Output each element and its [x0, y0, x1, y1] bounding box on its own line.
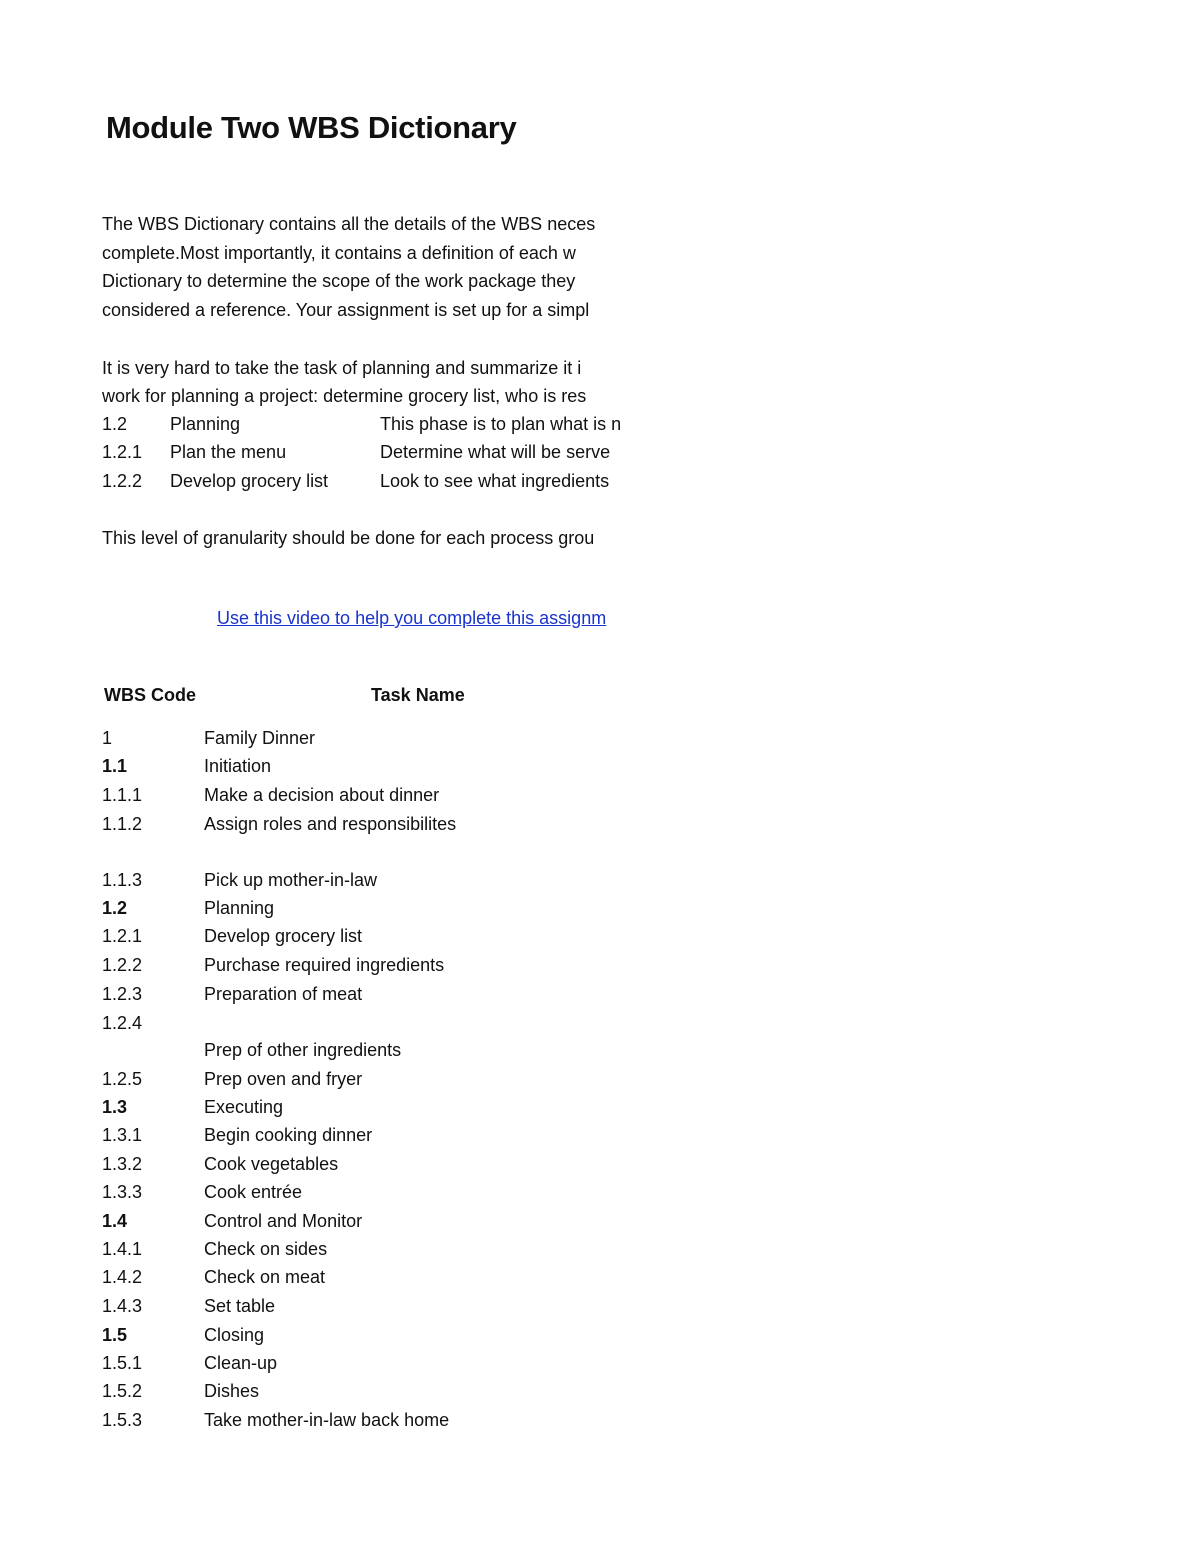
intro-line: Dictionary to determine the scope of the work package they: [102, 271, 576, 291]
task-name-cell: Set table: [204, 1296, 276, 1316]
task-name-cell: Initiation: [204, 756, 272, 776]
example-row: [102, 470, 640, 492]
wbs-code-cell: 1.4: [102, 1211, 128, 1231]
instructions-cell: [102, 210, 640, 640]
task-name-cell: Pick up mother-in-law: [204, 870, 378, 890]
wbs-code-cell: 1.5.2: [102, 1381, 143, 1401]
wbs-code-cell: 1.4.3: [102, 1296, 143, 1316]
wbs-code-cell: 1.1.2: [102, 814, 143, 834]
wbs-code-cell: 1.1.1: [102, 785, 143, 805]
task-name-cell: Cook vegetables: [204, 1154, 339, 1174]
wbs-code-cell: 1.4.2: [102, 1267, 143, 1287]
wbs-code-cell: 1.5.1: [102, 1353, 143, 1373]
task-name-cell: Closing: [204, 1325, 265, 1345]
intro-line: The WBS Dictionary contains all the details of the WBS neces: [102, 214, 596, 234]
example-name: Plan the menu: [170, 442, 287, 462]
task-name-cell: Family Dinner: [204, 728, 316, 748]
intro-line: complete.Most importantly, it contains a definition of each w: [102, 243, 576, 263]
task-name-cell: Planning: [204, 898, 275, 918]
wbs-code-cell: 1.2.5: [102, 1069, 143, 1089]
example-row: [102, 413, 640, 435]
example-code: 1.2.2: [102, 471, 143, 491]
task-name-cell: Prep oven and fryer: [204, 1069, 363, 1089]
example-name: Planning: [170, 414, 241, 434]
task-name-cell: Begin cooking dinner: [204, 1125, 373, 1145]
task-name-cell: Make a decision about dinner: [204, 785, 440, 805]
wbs-code-cell: 1.5: [102, 1325, 128, 1345]
page-title: Module Two WBS Dictionary: [106, 110, 517, 145]
wbs-code-cell: 1.3.1: [102, 1125, 143, 1145]
example-line: It is very hard to take the task of planning and summarize it i: [102, 358, 582, 378]
task-name-cell: Prep of other ingredients: [204, 1040, 402, 1060]
wbs-code-cell: 1.2.1: [102, 926, 143, 946]
wbs-code-cell: 1.3.3: [102, 1182, 143, 1202]
example-code: 1.2.1: [102, 442, 143, 462]
wbs-code-cell: 1: [102, 728, 113, 748]
wbs-code-cell: 1.4.1: [102, 1239, 143, 1259]
task-name-cell: Check on sides: [204, 1239, 328, 1259]
wbs-code-cell: 1.3: [102, 1097, 128, 1117]
task-name-cell: Dishes: [204, 1381, 260, 1401]
example-name: Develop grocery list: [170, 471, 329, 491]
example-desc: Determine what will be serve: [380, 442, 611, 462]
wbs-code-cell: 1.1.3: [102, 870, 143, 890]
task-name-cell: Purchase required ingredients: [204, 955, 445, 975]
task-name-cell: Executing: [204, 1097, 284, 1117]
example-desc: This phase is to plan what is n: [380, 414, 622, 434]
video-link[interactable]: Use this video to help you complete this assignm: [217, 608, 607, 628]
example-line: work for planning a project: determine grocery list, who is res: [102, 386, 587, 406]
wbs-code-cell: 1.5.3: [102, 1410, 143, 1430]
wbs-code-cell: 1.2.2: [102, 955, 143, 975]
wbs-code-cell: 1.2: [102, 898, 128, 918]
wbs-code-cell: 1.2.3: [102, 984, 143, 1004]
task-name-cell: Check on meat: [204, 1267, 326, 1287]
wbs-code-cell: 1.2.4: [102, 1013, 143, 1033]
example-row: [102, 441, 640, 463]
task-name-header: Task Name: [371, 685, 465, 705]
task-name-cell: Cook entrée: [204, 1182, 303, 1202]
task-name-cell: Clean-up: [204, 1353, 278, 1373]
granularity-note: This level of granularity should be done for each process grou: [102, 528, 595, 548]
task-name-cell: Take mother-in-law back home: [204, 1410, 450, 1430]
task-name-cell: Control and Monitor: [204, 1211, 363, 1231]
intro-line: considered a reference. Your assignment is set up for a simpl: [102, 300, 590, 320]
wbs-code-header: WBS Code: [104, 685, 196, 705]
wbs-code-cell: 1.1: [102, 756, 128, 776]
task-name-cell: Develop grocery list: [204, 926, 363, 946]
example-desc: Look to see what ingredients: [380, 471, 610, 491]
example-code: 1.2: [102, 414, 128, 434]
wbs-code-cell: 1.3.2: [102, 1154, 143, 1174]
task-name-cell: Preparation of meat: [204, 984, 363, 1004]
task-name-cell: Assign roles and responsibilites: [204, 814, 457, 834]
